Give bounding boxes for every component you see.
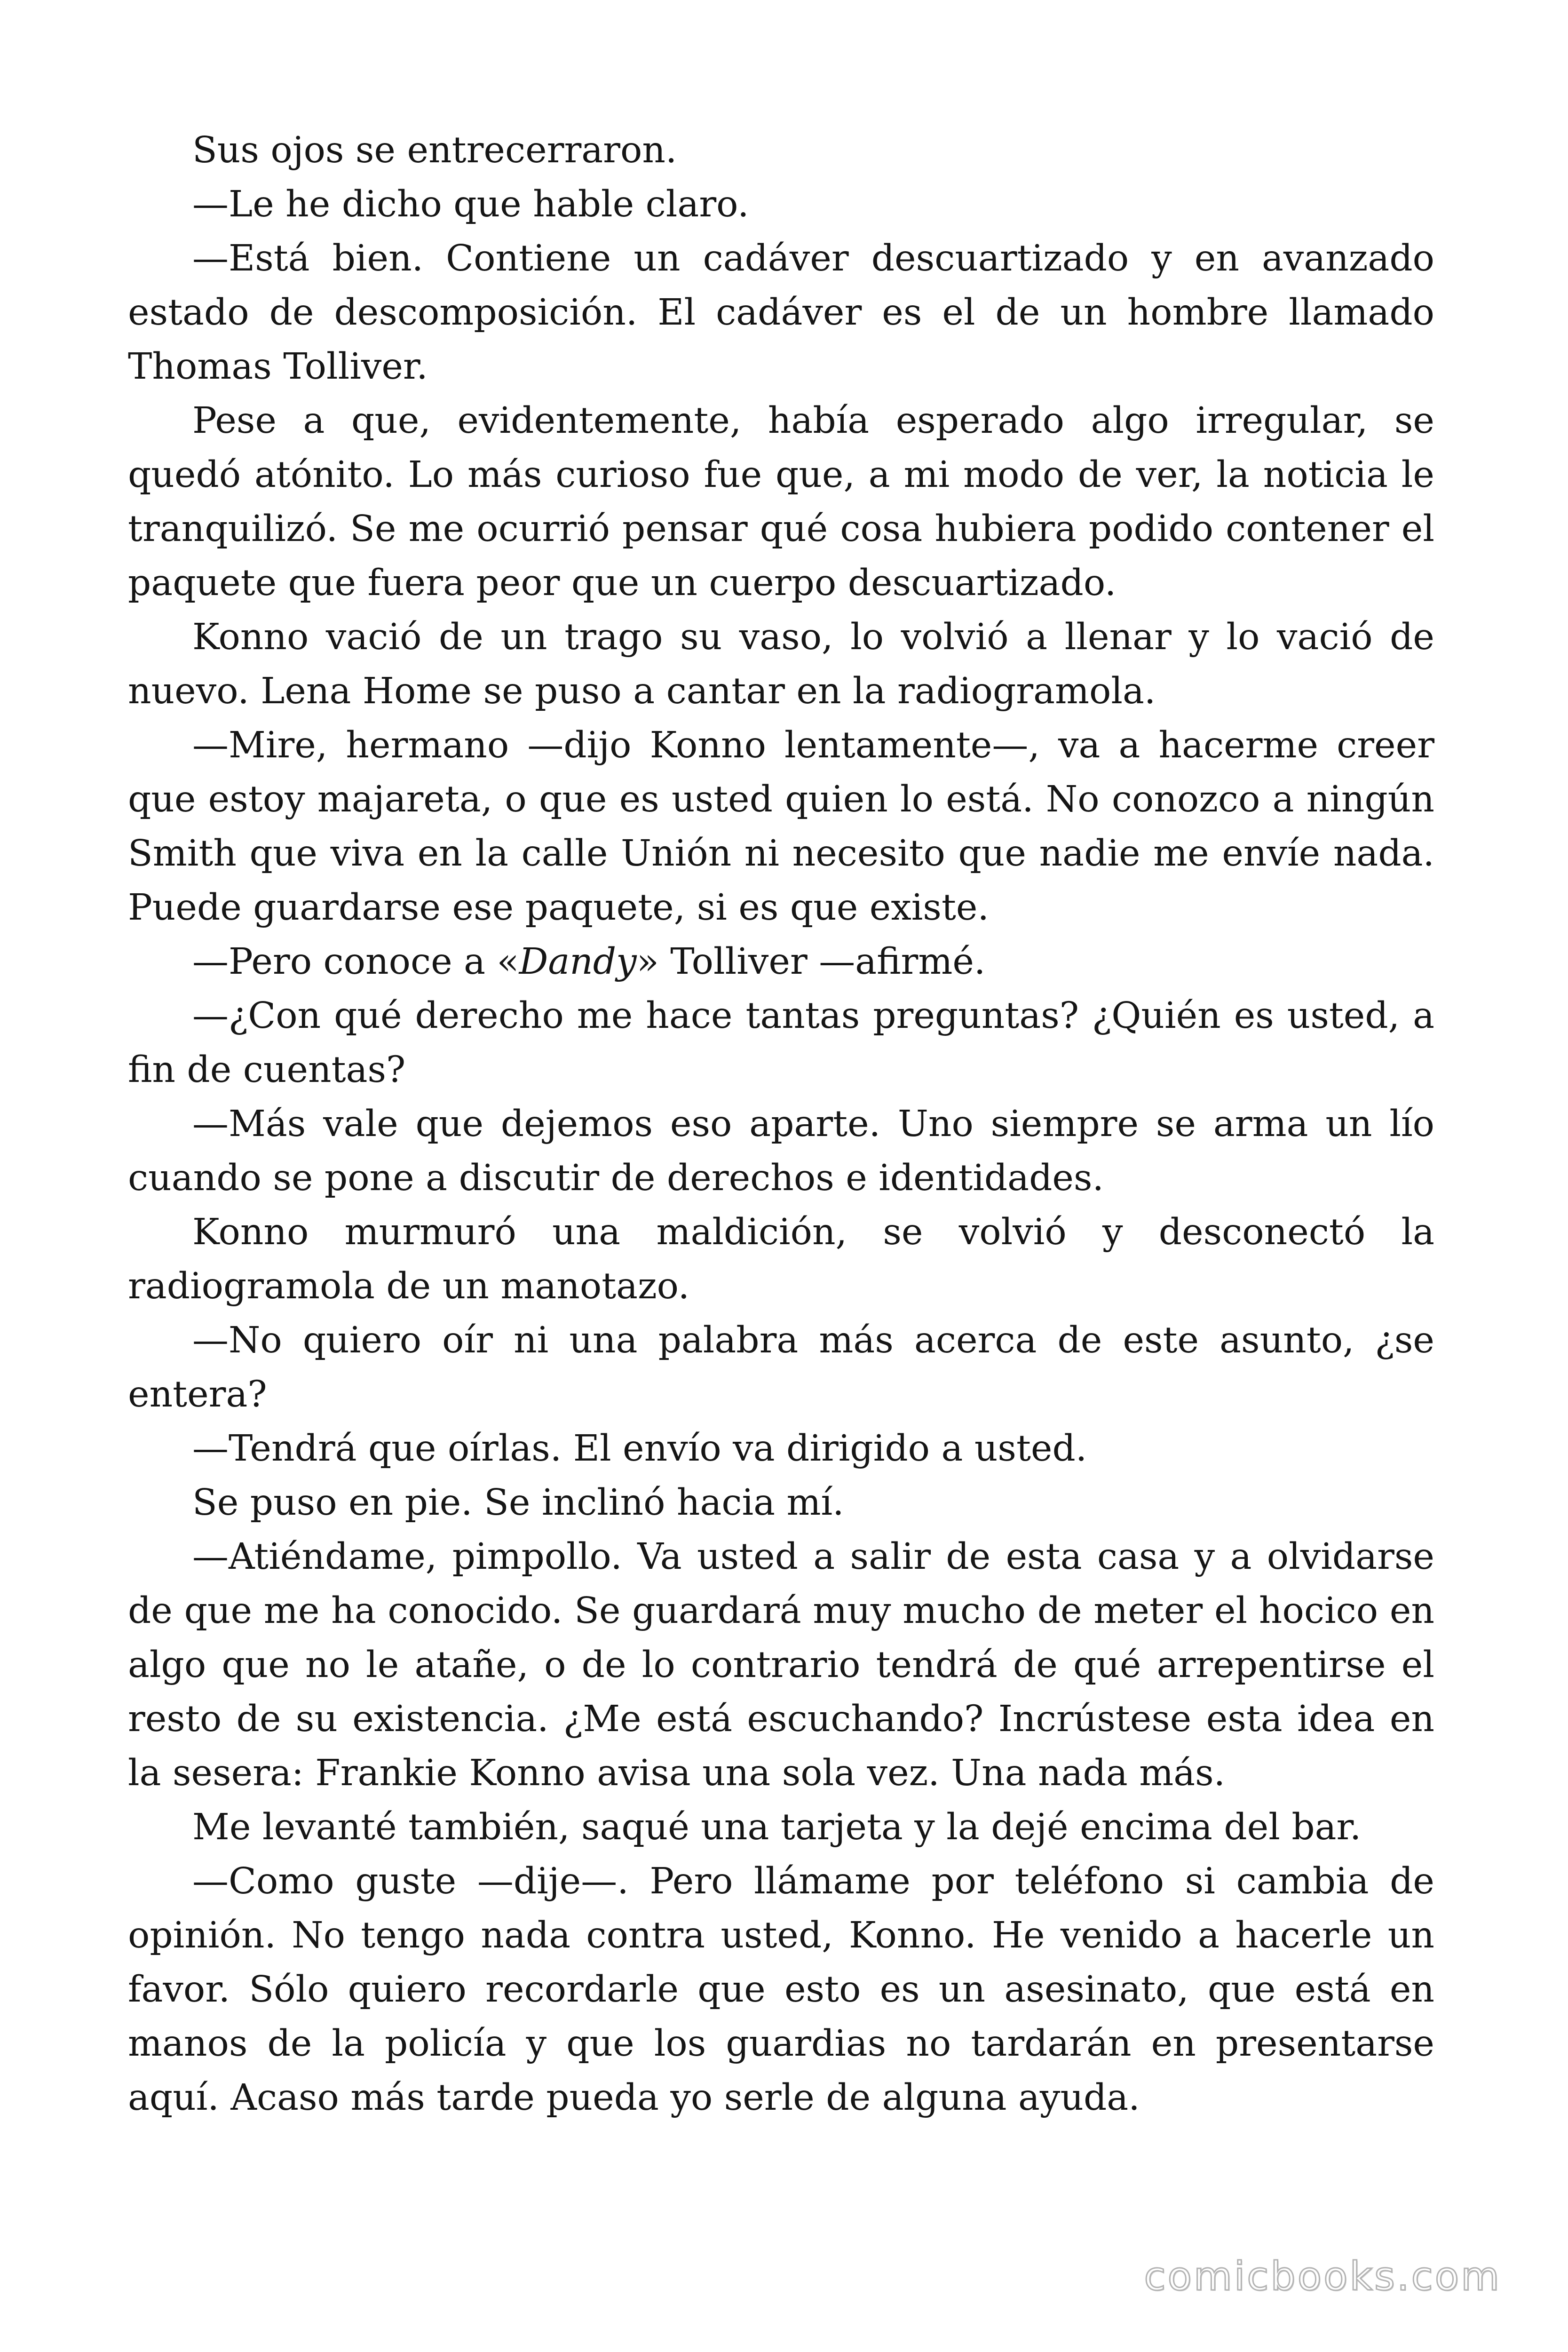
page-text-body — [128, 123, 1434, 2125]
paragraph-with-italic — [128, 935, 1434, 989]
site-watermark: comicbooks.com — [1144, 2253, 1501, 2299]
paragraph: Sus ojos se entrecerraron. — [192, 129, 677, 171]
paragraph: —Más vale que dejemos eso aparte. Uno siempre se arma un lío cuando se pone a discutir de derechos e identidades. — [128, 1103, 1434, 1199]
paragraph: Pese a que, evidentemente, había esperado algo irregular, se quedó atónito. Lo más curioso fue que, a mi modo de ver, la noticia le tranquilizó. Se me ocurrió pensar qué cosa hubiera podido contener el paquete que fuera peor que un cuerpo descuartizado. — [128, 400, 1434, 604]
paragraph-text-after: » Tolliver —afirmé. — [636, 941, 986, 983]
italic-nickname: Dandy — [519, 941, 637, 983]
paragraph: Se puso en pie. Se inclinó hacia mí. — [192, 1482, 844, 1524]
paragraph: —Atiéndame, pimpollo. Va usted a salir de esta casa y a olvidarse de que me ha conocido. Se guardará muy mucho de meter el hocico en algo que no le atañe, o de lo contrario tendrá de qué arrepentirse el resto de su existencia. ¿Me está escuchando? Incrústese esta idea en la sesera: Frankie Konno avisa una sola vez. Una nada más. — [128, 1536, 1434, 1794]
paragraph: Me levanté también, saqué una tarjeta y la dejé encima del bar. — [192, 1806, 1362, 1848]
paragraph: —Le he dicho que hable claro. — [192, 183, 749, 225]
paragraph: —Como guste —dije—. Pero llámame por teléfono si cambia de opinión. No tengo nada contra usted, Konno. He venido a hacerle un favor. Sólo quiero recordarle que esto es un asesinato, que está en manos de la policía y que los guardias no tardarán en presentarse aquí. Acaso más tarde pueda yo serle de alguna ayuda. — [128, 1860, 1434, 2119]
paragraph: Konno murmuró una maldición, se volvió y desconectó la radiogramola de un manotazo. — [128, 1211, 1434, 1307]
paragraph-text-before: —Pero conoce a « — [192, 941, 519, 983]
paragraph: —¿Con qué derecho me hace tantas preguntas? ¿Quién es usted, a fin de cuentas? — [128, 995, 1434, 1091]
paragraph: —Mire, hermano —dijo Konno lentamente—, va a hacerme creer que estoy majareta, o que es usted quien lo está. No conozco a ningún Smith que viva en la calle Unión ni necesito que nadie me envíe nada. Puede guardarse ese paquete, si es que existe. — [128, 724, 1434, 929]
paragraph: —No quiero oír ni una palabra más acerca de este asunto, ¿se entera? — [128, 1319, 1434, 1415]
paragraph: —Está bien. Contiene un cadáver descuartizado y en avanzado estado de descomposición. El cadáver es el de un hombre llamado Thomas Tolliver. — [128, 238, 1434, 388]
paragraph: Konno vació de un trago su vaso, lo volvió a llenar y lo vació de nuevo. Lena Home se puso a cantar en la radiogramola. — [128, 616, 1434, 712]
paragraph: —Tendrá que oírlas. El envío va dirigido a usted. — [192, 1428, 1087, 1470]
